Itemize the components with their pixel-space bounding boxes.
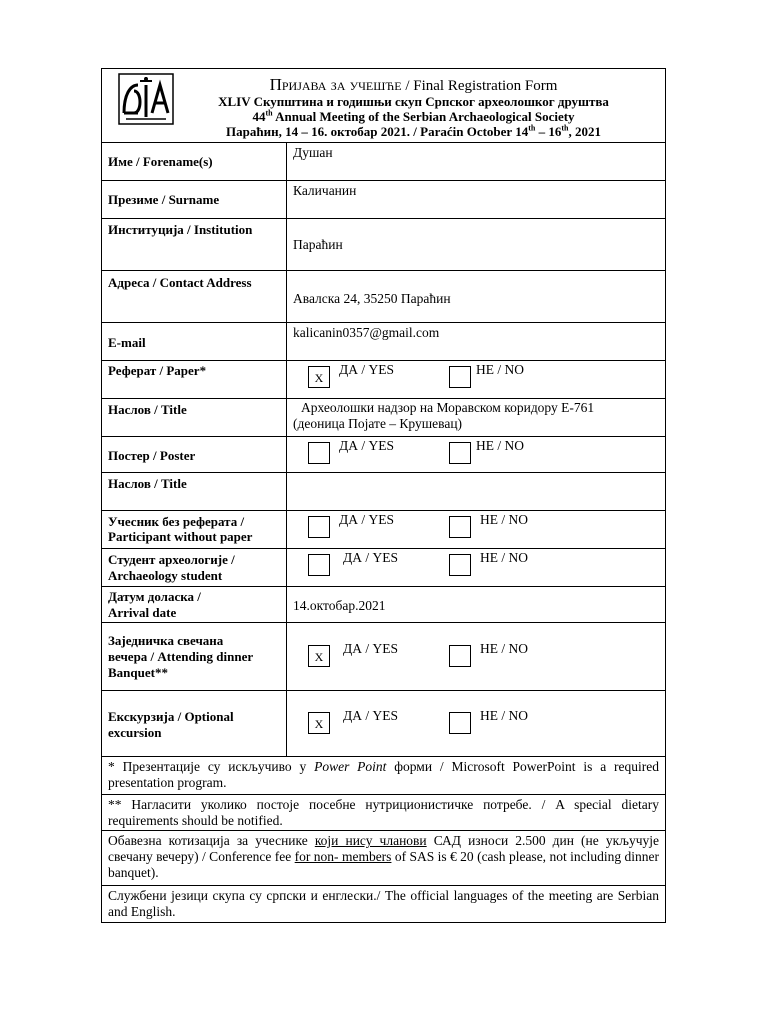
row-participant: [102, 510, 665, 548]
row-email: [102, 322, 665, 360]
note-languages-text: Службени језици скупа су српски и енглески./ The official languages of the meeting are Serbian and English.: [108, 888, 659, 919]
dinner-no-label: НЕ / NO: [480, 641, 528, 656]
registration-form: [101, 68, 666, 923]
dinner-options: [287, 623, 665, 690]
note-fee-text: [108, 833, 659, 881]
participant-label: [102, 511, 287, 548]
row-student: [102, 548, 665, 586]
title-paper-label-text: Наслов / Title: [108, 402, 187, 417]
surname-label-text: Презиме / Surname: [108, 192, 220, 207]
paper-label: [102, 361, 287, 398]
row-title-poster: [102, 472, 665, 510]
institution-value: Параћин: [293, 237, 343, 252]
participant-label-line1: Учесник без реферата /: [108, 514, 245, 529]
arrival-label-line2: Arrival date: [108, 605, 177, 620]
email-label: [102, 323, 287, 360]
date-suffix-2: th: [561, 123, 569, 133]
excursion-no-checkbox[interactable]: [449, 712, 471, 734]
title-paper-field[interactable]: [287, 399, 665, 436]
row-forename: [102, 142, 665, 180]
title-poster-label-text: Наслов / Title: [108, 476, 187, 491]
participant-no-label: НЕ / NO: [480, 512, 528, 527]
paper-no-label: НЕ / NO: [476, 362, 524, 377]
row-institution: [102, 218, 665, 270]
participant-yes-checkbox[interactable]: [308, 516, 330, 538]
participant-yes-label: ДА / YES: [339, 512, 394, 527]
paper-no-checkbox[interactable]: [449, 366, 471, 388]
form-title: [162, 76, 665, 95]
paper-yes-label: ДА / YES: [339, 362, 394, 377]
institution-field[interactable]: [287, 219, 665, 270]
dinner-label-line2: вечера / Attending dinner: [108, 649, 254, 664]
note-presentation-text: [108, 759, 659, 791]
note3-part-c: САД износи 2.500 дин (не укључује свечану вечеру) / Conference fee: [108, 833, 659, 864]
arrival-label: [102, 587, 287, 622]
student-options: [287, 549, 665, 586]
poster-no-checkbox[interactable]: [449, 442, 471, 464]
student-no-checkbox[interactable]: [449, 554, 471, 576]
forename-value: Душан: [293, 145, 333, 160]
student-yes-label: ДА / YES: [343, 550, 398, 565]
row-title-paper: [102, 398, 665, 436]
institution-label: [102, 219, 287, 270]
note1-part-a: * Презентације су искључиво у: [108, 759, 315, 774]
address-label-text: Адреса / Contact Address: [108, 275, 252, 290]
note1-part-c: форми / Microsoft PowerPoint is a required presentation program.: [108, 759, 660, 790]
poster-label: [102, 437, 287, 472]
title-paper-value-line2: (деоница Појате – Крушевац): [293, 416, 463, 431]
row-paper: [102, 360, 665, 398]
address-label: [102, 271, 287, 322]
date-part-1: Параћин, 14 – 16. октобар 2021. / Paraćin October 14: [226, 124, 529, 139]
paper-label-text: Реферат / Paper*: [108, 363, 207, 378]
forename-field[interactable]: [287, 143, 665, 180]
forename-label-text: Име / Forename(s): [108, 154, 213, 169]
dinner-label-line3: Banquet**: [108, 665, 168, 680]
meeting-number: 44: [252, 109, 266, 124]
email-field[interactable]: [287, 323, 665, 360]
email-label-text: E-mail: [108, 335, 146, 350]
email-value: kalicanin0357@gmail.com: [293, 325, 440, 340]
excursion-label: [102, 691, 287, 756]
arrival-date-field[interactable]: [287, 587, 665, 622]
poster-label-text: Постер / Poster: [108, 448, 196, 463]
row-excursion: [102, 690, 665, 756]
meeting-title-serbian: XLIV Скупштина и годишњи скуп Српског археолошког друштва: [218, 94, 609, 109]
surname-label: [102, 181, 287, 218]
note3-part-b: који нису чланови: [314, 833, 427, 848]
forename-label: [102, 143, 287, 180]
arrival-label-line1: Датум доласка /: [108, 589, 201, 604]
dinner-no-checkbox[interactable]: [449, 645, 471, 667]
student-yes-checkbox[interactable]: [308, 554, 330, 576]
excursion-no-label: НЕ / NO: [480, 708, 528, 723]
title-paper-value-line1: Археолошки надзор на Моравском коридору Е-761: [301, 400, 595, 415]
student-no-label: НЕ / NO: [480, 550, 528, 565]
excursion-yes-checkbox[interactable]: X: [308, 712, 330, 734]
poster-yes-label: ДА / YES: [339, 438, 394, 453]
poster-no-label: НЕ / NO: [476, 438, 524, 453]
row-address: [102, 270, 665, 322]
note3-part-d: for non- members: [294, 849, 392, 864]
address-field[interactable]: [287, 271, 665, 322]
title-paper-label: [102, 399, 287, 436]
meeting-title-english: [162, 109, 665, 124]
dinner-yes-label: ДА / YES: [343, 641, 398, 656]
note3-part-a: Обавезна котизација за учеснике: [108, 833, 315, 848]
participant-no-checkbox[interactable]: [449, 516, 471, 538]
poster-yes-checkbox[interactable]: [308, 442, 330, 464]
note-conference-fee: [102, 830, 665, 885]
poster-options: [287, 437, 665, 472]
address-value: Авалска 24, 35250 Параћин: [293, 291, 451, 306]
note-dietary-text: ** Нагласити уколико постоје посебне нутриционистичке потребе. / A special dietary requirements should be notified.: [108, 797, 659, 828]
date-suffix-1: th: [528, 123, 536, 133]
meeting-number-suffix: th: [265, 108, 273, 118]
participant-options: [287, 511, 665, 548]
row-arrival: [102, 586, 665, 622]
meeting-date-place: [162, 124, 665, 139]
dinner-label: [102, 623, 287, 690]
date-part-3: , 2021: [568, 124, 601, 139]
date-part-2: – 16: [535, 124, 562, 139]
student-label-line1: Студент археологије /: [108, 552, 235, 567]
paper-options: [287, 361, 665, 398]
note-languages: [102, 885, 665, 923]
note-presentation: [102, 756, 665, 794]
surname-field[interactable]: [287, 181, 665, 218]
note-dietary: [102, 794, 665, 830]
row-surname: [102, 180, 665, 218]
excursion-label-line1: Екскурзија / Optional: [108, 709, 234, 724]
dinner-yes-checkbox[interactable]: X: [308, 645, 330, 667]
title-poster-label: [102, 473, 287, 510]
excursion-yes-label: ДА / YES: [343, 708, 398, 723]
title-poster-field[interactable]: [287, 473, 665, 510]
dinner-label-line1: Заједничка свечана: [108, 633, 224, 648]
excursion-options: [287, 691, 665, 756]
form-title-caps: Пријава за учешће: [269, 75, 402, 94]
arrival-date-value: 14.октобар.2021: [293, 598, 386, 613]
student-label-line2: Archaeology student: [108, 568, 223, 583]
row-poster: [102, 436, 665, 472]
meeting-name: Annual Meeting of the Serbian Archaeological Society: [272, 109, 575, 124]
institution-label-text: Институција / Institution: [108, 222, 253, 237]
surname-value: Каличанин: [293, 183, 357, 198]
paper-yes-checkbox[interactable]: X: [308, 366, 330, 388]
student-label: [102, 549, 287, 586]
form-title-english: / Final Registration Form: [401, 78, 558, 94]
excursion-label-line2: excursion: [108, 725, 162, 740]
form-header: [102, 69, 665, 142]
note1-part-b: Power Point: [314, 759, 387, 774]
participant-label-line2: Participant without paper: [108, 529, 253, 544]
note3-part-e: of SAS is € 20 (cash please, not including dinner banquet).: [108, 849, 659, 880]
row-dinner: [102, 622, 665, 690]
